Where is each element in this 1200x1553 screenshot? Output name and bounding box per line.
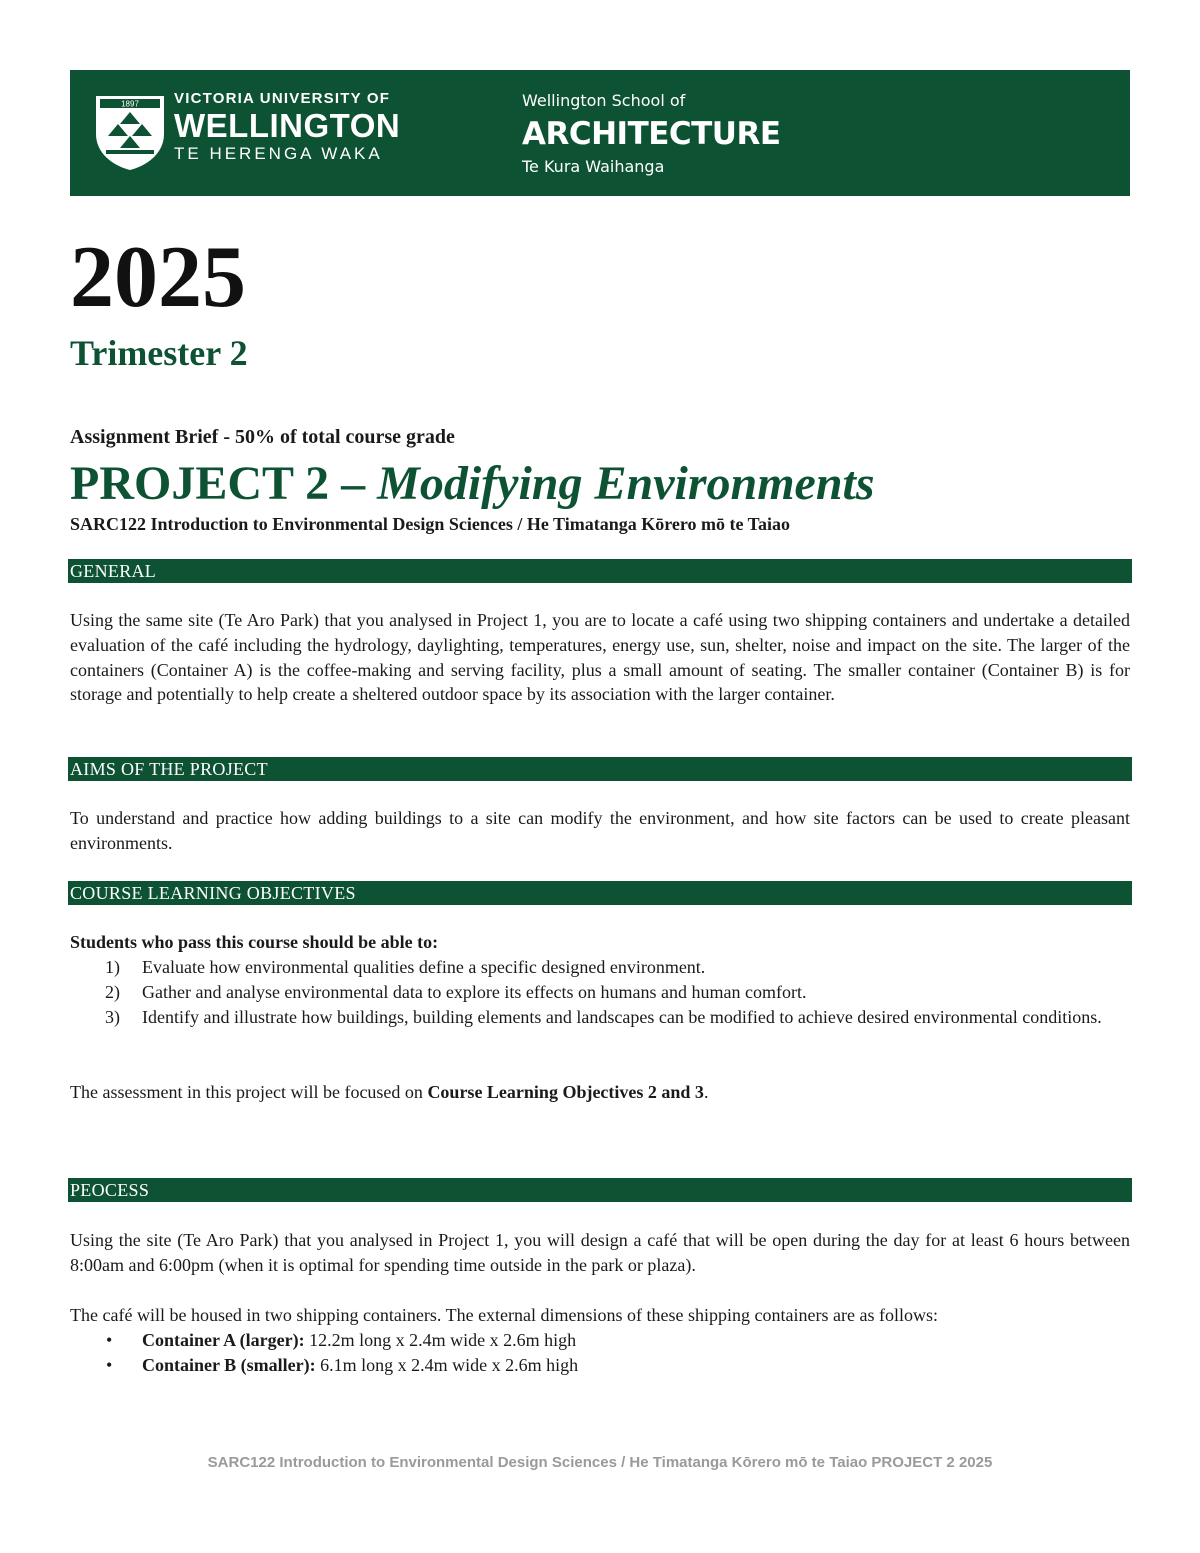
section-heading-aims: AIMS OF THE PROJECT bbox=[68, 757, 1132, 781]
project-title bbox=[70, 456, 875, 512]
objectives-intro: Students who pass this course should be able to: bbox=[70, 932, 439, 952]
list-item bbox=[70, 980, 1130, 1005]
process-paragraph-1: Using the site (Te Aro Park) that you analysed in Project 1, you will design a café that will be open during the day for at least 6 hours between 8:00am and 6:00pm (when it is optimal for spending time outside in the park or plaza). bbox=[70, 1230, 1130, 1275]
section-heading-objectives: COURSE LEARNING OBJECTIVES bbox=[68, 881, 1132, 905]
assessment-paragraph bbox=[70, 1080, 1130, 1105]
assignment-brief-label: Assignment Brief - 50% of total course grade bbox=[70, 426, 455, 448]
trimester-heading: Trimester 2 bbox=[70, 333, 248, 373]
list-item-text: Identify and illustrate how buildings, building elements and landscapes can be modified to achieve desired environmental conditions. bbox=[142, 1006, 1102, 1027]
section-heading-general: GENERAL bbox=[68, 559, 1132, 583]
header-banner bbox=[70, 70, 1130, 196]
container-dimensions: 12.2m long x 2.4m wide x 2.6m high bbox=[304, 1330, 577, 1350]
assessment-objectives: Course Learning Objectives 2 and 3 bbox=[427, 1082, 704, 1102]
container-label: Container A (larger): bbox=[142, 1330, 305, 1350]
section-heading-process: PEOCESS bbox=[68, 1178, 1132, 1202]
school-name-maori: Te Kura Waihanga bbox=[522, 157, 665, 176]
school-name-top: Wellington School of bbox=[522, 91, 686, 110]
university-name-main: WELLINGTON bbox=[174, 107, 401, 144]
course-title: SARC122 Introduction to Environmental Design Sciences / He Timatanga Kōrero mō te Taiao bbox=[70, 514, 791, 534]
document-year: 2025 bbox=[70, 229, 246, 326]
bullet-icon: • bbox=[106, 1354, 113, 1375]
list-item-text: Gather and analyse environmental data to explore its effects on humans and human comfort. bbox=[142, 981, 807, 1002]
assessment-text: The assessment in this project will be focused on bbox=[70, 1082, 428, 1102]
aims-paragraph: To understand and practice how adding buildings to a site can modify the environment, and how site factors can be used to create pleasant environments. bbox=[70, 808, 1130, 853]
university-name-top: VICTORIA UNIVERSITY OF bbox=[174, 90, 391, 107]
objectives-list bbox=[70, 955, 1130, 1029]
list-item bbox=[70, 955, 1130, 980]
container-dimensions: 6.1m long x 2.4m wide x 2.6m high bbox=[315, 1354, 579, 1375]
assessment-end: . bbox=[703, 1082, 709, 1102]
list-item-text: Evaluate how environmental qualities define a specific designed environment. bbox=[142, 957, 706, 977]
list-item bbox=[70, 1353, 1130, 1378]
school-wordmark bbox=[522, 90, 781, 178]
list-number: 2) bbox=[105, 981, 120, 1002]
list-number: 1) bbox=[105, 957, 120, 977]
university-wordmark bbox=[174, 90, 400, 164]
project-title-main: PROJECT 2 – bbox=[70, 457, 378, 510]
project-title-subtitle: Modifying Environments bbox=[377, 457, 875, 510]
university-crest-icon bbox=[94, 94, 166, 172]
general-paragraph: Using the same site (Te Aro Park) that you analysed in Project 1, you are to locate a café using two shipping containers and undertake a detailed evaluation of the café including the hydrology, daylighting, temperatures, energy use, sun, shelter, noise and impact on the site. The larger of the containers (Container A) is the coffee-making and serving facility, plus a small amount of seating. The smaller container (Container B) is for storage and potentially to help create a sheltered outdoor space by its association with the larger container. bbox=[70, 610, 1130, 705]
page-footer: SARC122 Introduction to Environmental Design Sciences / He Timatanga Kōrero mō te Taiao PROJECT 2 2025 bbox=[207, 1454, 993, 1471]
list-number: 3) bbox=[105, 1006, 120, 1027]
process-paragraph-2: The café will be housed in two shipping containers. The external dimensions of these shipping containers are as follows: bbox=[70, 1305, 938, 1325]
list-item bbox=[70, 1328, 1130, 1353]
bullet-icon: • bbox=[106, 1330, 113, 1350]
school-name-main: ARCHITECTURE bbox=[522, 116, 781, 152]
university-name-maori: TE HERENGA WAKA bbox=[174, 144, 383, 163]
crest-year: 1897 bbox=[121, 99, 139, 109]
container-label: Container B (smaller): bbox=[142, 1354, 316, 1375]
list-item bbox=[70, 1005, 1130, 1030]
containers-list bbox=[70, 1328, 1130, 1378]
